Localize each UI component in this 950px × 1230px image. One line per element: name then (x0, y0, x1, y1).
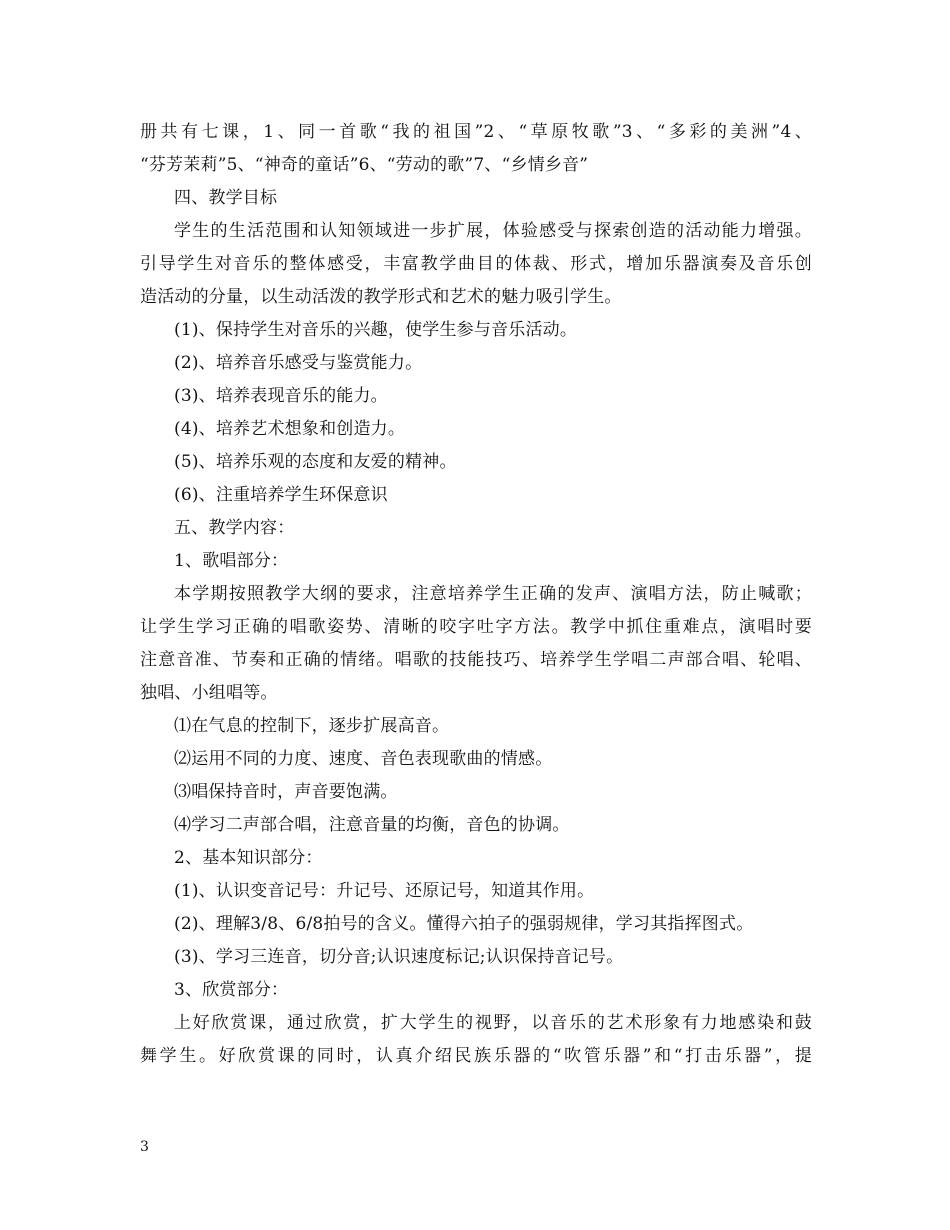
page-number: 3 (140, 1139, 149, 1155)
singing-item-3: ⑶唱保持音时，声音要饱满。 (174, 782, 398, 802)
text-line-6: 造活动的分量，以生动活泼的教学形式和艺术的魅力吸引学生。 (140, 287, 622, 307)
goal-item-3: (3)、培养表现音乐的能力。 (174, 386, 388, 406)
knowledge-item-2: (2)、理解3/8、6/8拍号的含义。懂得六拍子的强弱规律，学习其指挥图式。 (174, 914, 754, 934)
text-line-15: 本学期按照教学大纲的要求，注意培养学生正确的发声、演唱方法，防止喊歌； (174, 584, 812, 604)
singing-item-2: ⑵运用不同的力度、速度、音色表现歌曲的情感。 (174, 749, 553, 769)
subsection-heading-singing: 1、歌唱部分： (174, 551, 289, 571)
text-line-17: 注意音准、节奏和正确的情绪。唱歌的技能技巧、培养学生学唱二声部合唱、轮唱、 (140, 650, 812, 670)
singing-item-4: ⑷学习二声部合唱，注意音量的均衡，音色的协调。 (174, 815, 570, 835)
goal-item-2: (2)、培养音乐感受与鉴赏能力。 (174, 353, 423, 373)
text-line-5: 引导学生对音乐的整体感受，丰富教学曲目的体裁、形式，增加乐器演奏及音乐创 (140, 254, 812, 274)
text-line-18: 独唱、小组唱等。 (140, 683, 278, 703)
goal-item-6: (6)、注重培养学生环保意识 (174, 485, 388, 505)
knowledge-item-1: (1)、认识变音记号：升记号、还原记号，知道其作用。 (174, 881, 595, 901)
text-line-16: 让学生学习正确的唱歌姿势、清晰的咬字吐字方法。教学中抓住重难点，演唱时要 (140, 617, 812, 637)
section-heading-teaching-content: 五、教学内容： (174, 518, 295, 538)
goal-item-5: (5)、培养乐观的态度和友爱的精神。 (174, 452, 457, 472)
text-line-4: 学生的生活范围和认知领域进一步扩展，体验感受与探索创造的活动能力增强。 (174, 221, 812, 241)
singing-item-1: ⑴在气息的控制下，逐步扩展高音。 (174, 716, 450, 736)
text-line-28: 上好欣赏课，通过欣赏，扩大学生的视野，以音乐的艺术形象有力地感染和鼓 (174, 1013, 812, 1033)
text-line-2: “芬芳茉莉”5、“神奇的童话”6、“劳动的歌”7、“乡情乡音” (140, 155, 589, 175)
subsection-heading-basic-knowledge: 2、基本知识部分： (174, 848, 323, 868)
goal-item-1: (1)、保持学生对音乐的兴趣，使学生参与音乐活动。 (174, 320, 578, 340)
knowledge-item-3: (3)、学习三连音，切分音;认识速度标记;认识保持音记号。 (174, 947, 624, 967)
text-line-29: 舞学生。好欣赏课的同时，认真介绍民族乐器的“吹管乐器”和“打击乐器”，提 (140, 1046, 812, 1066)
text-line-1: 册共有七课，1、同一首歌“我的祖国”2、“草原牧歌”3、“多彩的美洲”4、 (140, 122, 812, 142)
goal-item-4: (4)、培养艺术想象和创造力。 (174, 419, 406, 439)
subsection-heading-appreciation: 3、欣赏部分： (174, 980, 289, 1000)
document-body (140, 116, 812, 1073)
section-heading-teaching-goals: 四、教学目标 (174, 188, 278, 208)
